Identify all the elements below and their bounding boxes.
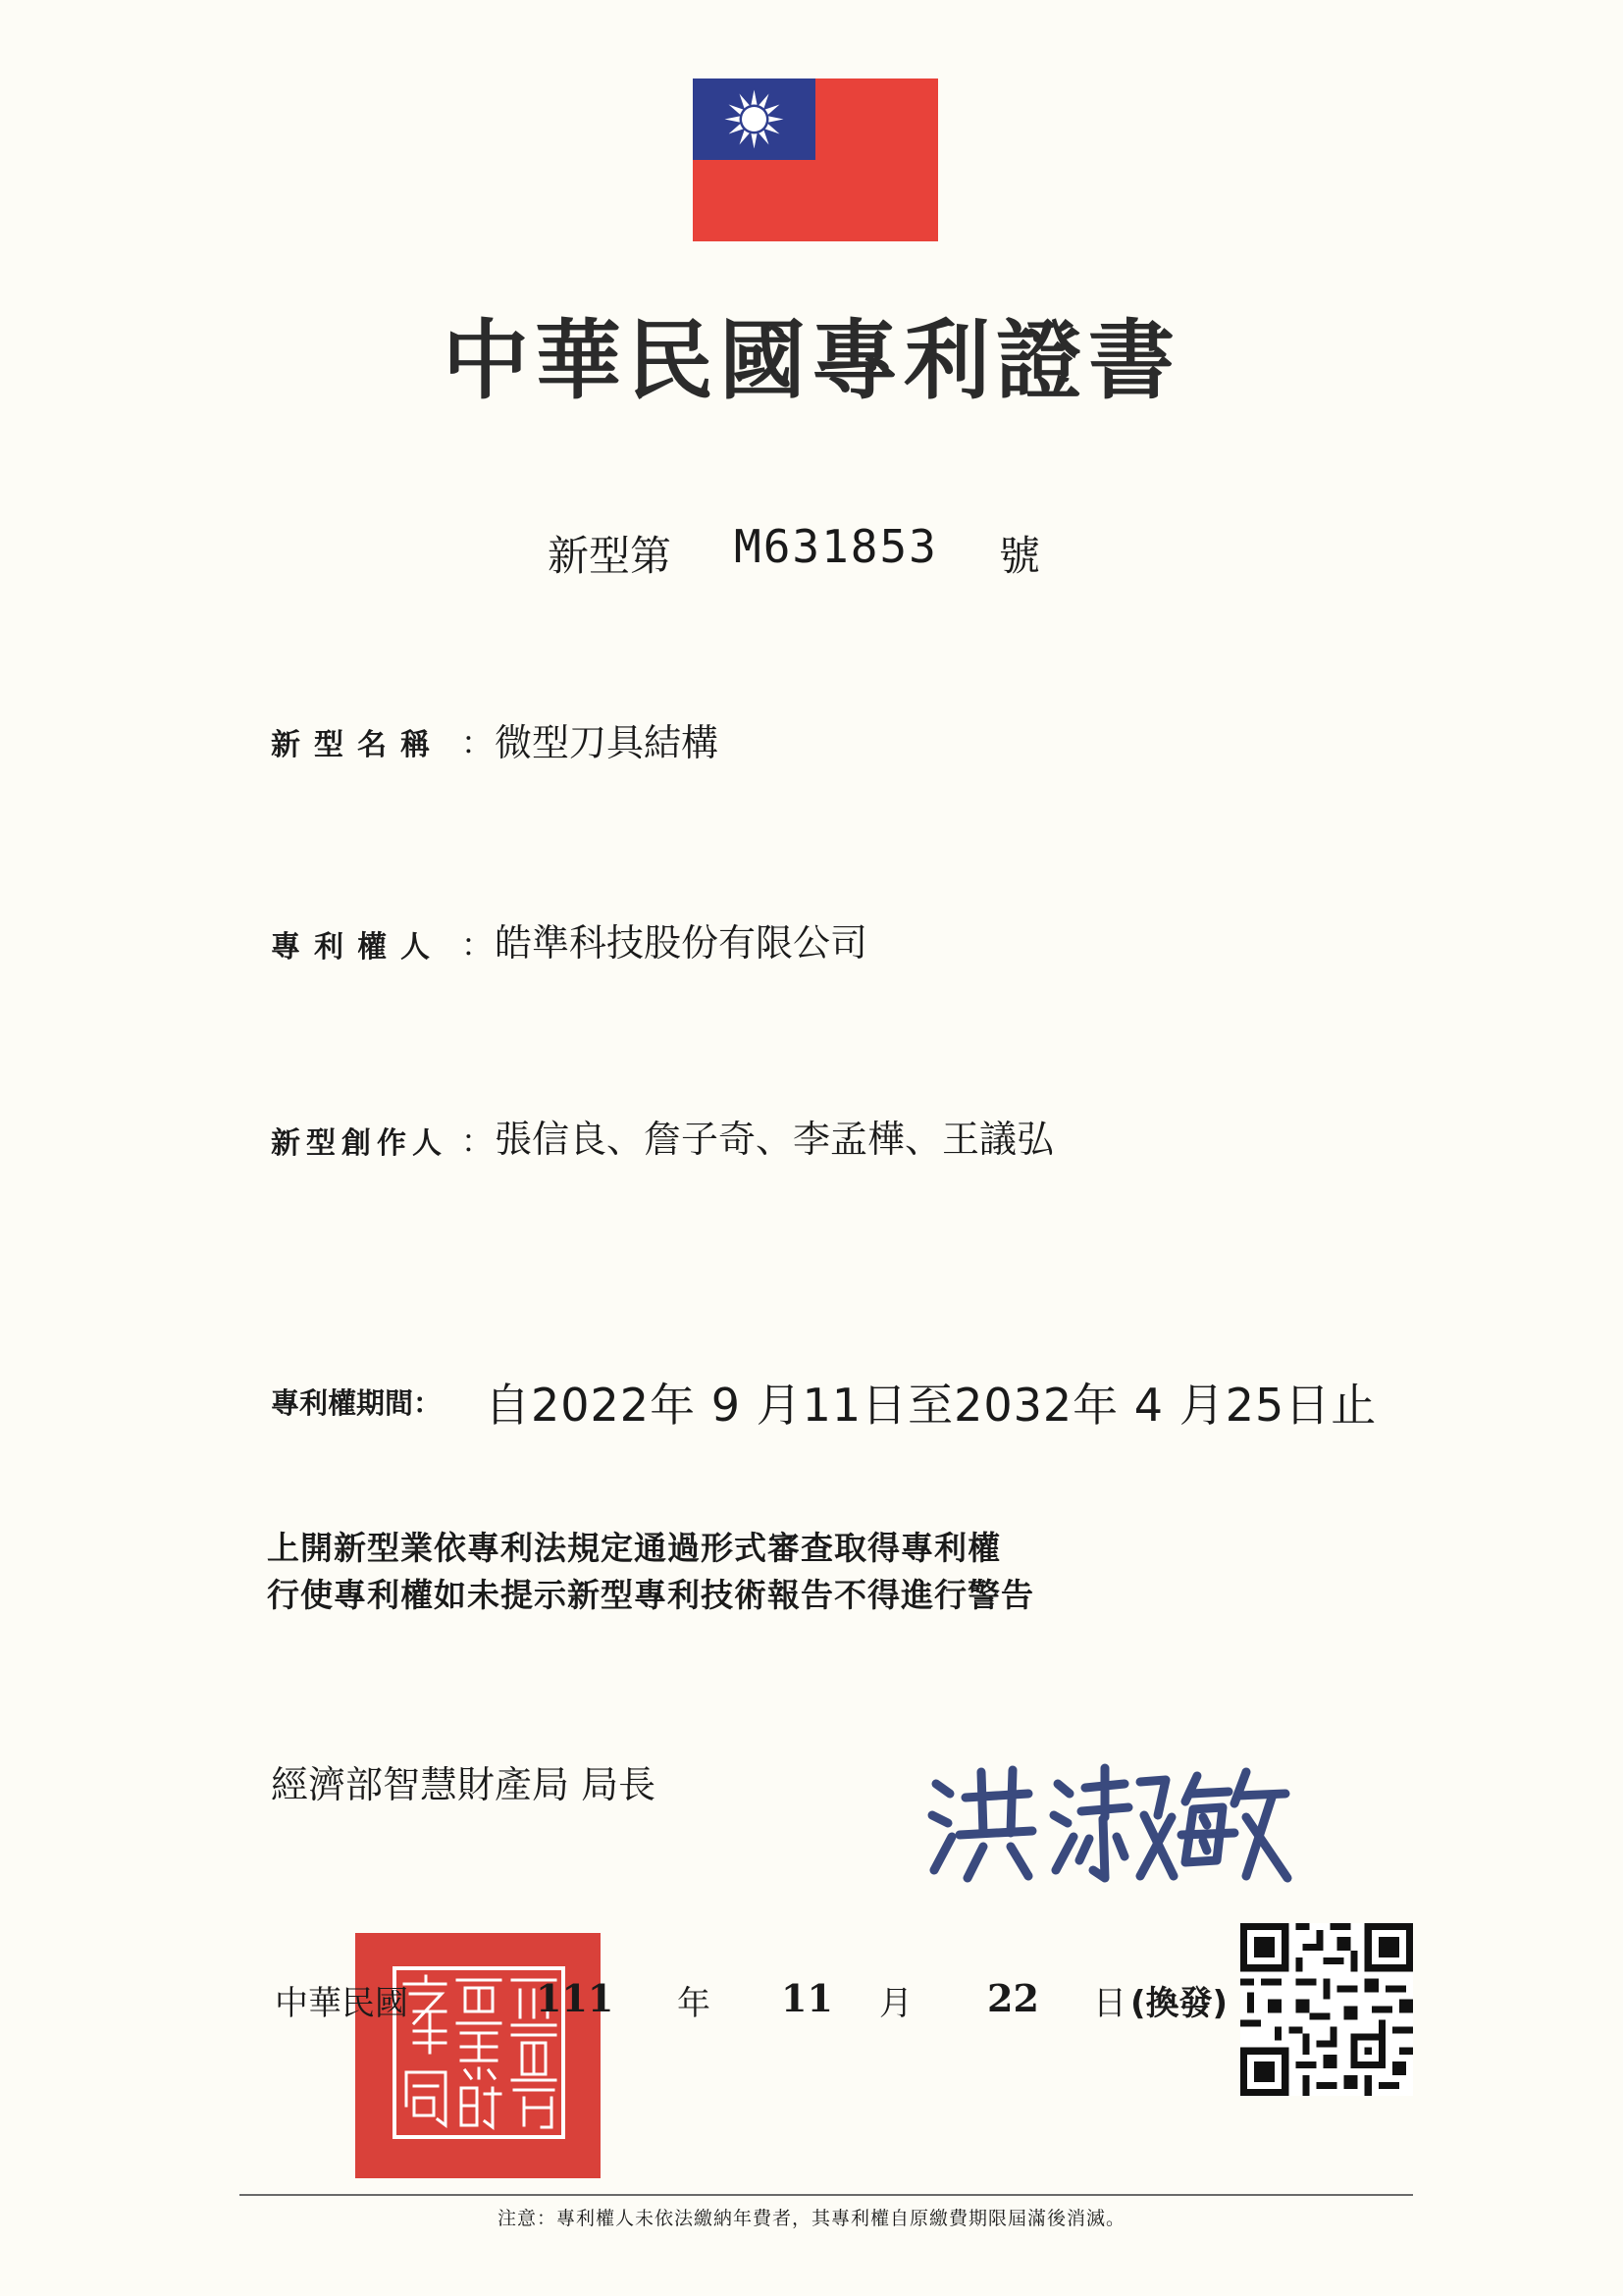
patentee-colon: ： bbox=[461, 926, 494, 964]
issuer-title: 經濟部智慧財產局 局長 bbox=[271, 1763, 656, 1806]
official-seal bbox=[355, 1933, 601, 2178]
date-remark: (換發) bbox=[1130, 1984, 1229, 2023]
date-year: 111 bbox=[536, 1976, 614, 2020]
notice-line-2: 行使專利權如未提示新型專利技術報告不得進行警告 bbox=[267, 1576, 1034, 1614]
director-signature bbox=[922, 1754, 1295, 1892]
date-month: 11 bbox=[781, 1976, 833, 2020]
date-day-unit: 日 bbox=[1093, 1984, 1126, 2023]
creators-label: 新型創作人 bbox=[271, 1126, 447, 1161]
utility-model-name-colon: ： bbox=[461, 724, 494, 761]
roc-flag-icon bbox=[693, 78, 938, 241]
date-era: 中華民國 bbox=[275, 1984, 408, 2023]
creators-colon: ： bbox=[461, 1122, 494, 1160]
patent-term-value: 自2022年 9 月11日至2032年 4 月25日止 bbox=[485, 1379, 1378, 1432]
patentee-value: 皓準科技股份有限公司 bbox=[495, 921, 868, 965]
patentee-label: 專利權人 bbox=[271, 930, 444, 965]
creators-value: 張信良、詹子奇、李孟樺、王議弘 bbox=[495, 1118, 1055, 1161]
notice-line-1: 上開新型業依專利法規定通過形式審查取得專利權 bbox=[267, 1529, 1001, 1567]
patent-number-suffix: 號 bbox=[999, 532, 1041, 580]
footer-divider bbox=[239, 2194, 1413, 2196]
date-day: 22 bbox=[987, 1976, 1039, 2020]
date-year-unit: 年 bbox=[677, 1984, 710, 2023]
patent-number: M631853 bbox=[734, 520, 938, 573]
certificate-title: 中華民國專利證書 bbox=[442, 309, 1180, 411]
utility-model-name-value: 微型刀具結構 bbox=[495, 721, 719, 764]
patent-number-prefix: 新型第 bbox=[548, 532, 672, 580]
qr-code-icon bbox=[1240, 1923, 1413, 2096]
patent-term-label: 專利權期間： bbox=[271, 1386, 443, 1420]
footer-notice: 注意：專利權人未依法繳納年費者，其專利權自原繳費期限屆滿後消滅。 bbox=[497, 2208, 1126, 2229]
date-month-unit: 月 bbox=[879, 1984, 913, 2023]
utility-model-name-label: 新型名稱 bbox=[271, 728, 444, 762]
